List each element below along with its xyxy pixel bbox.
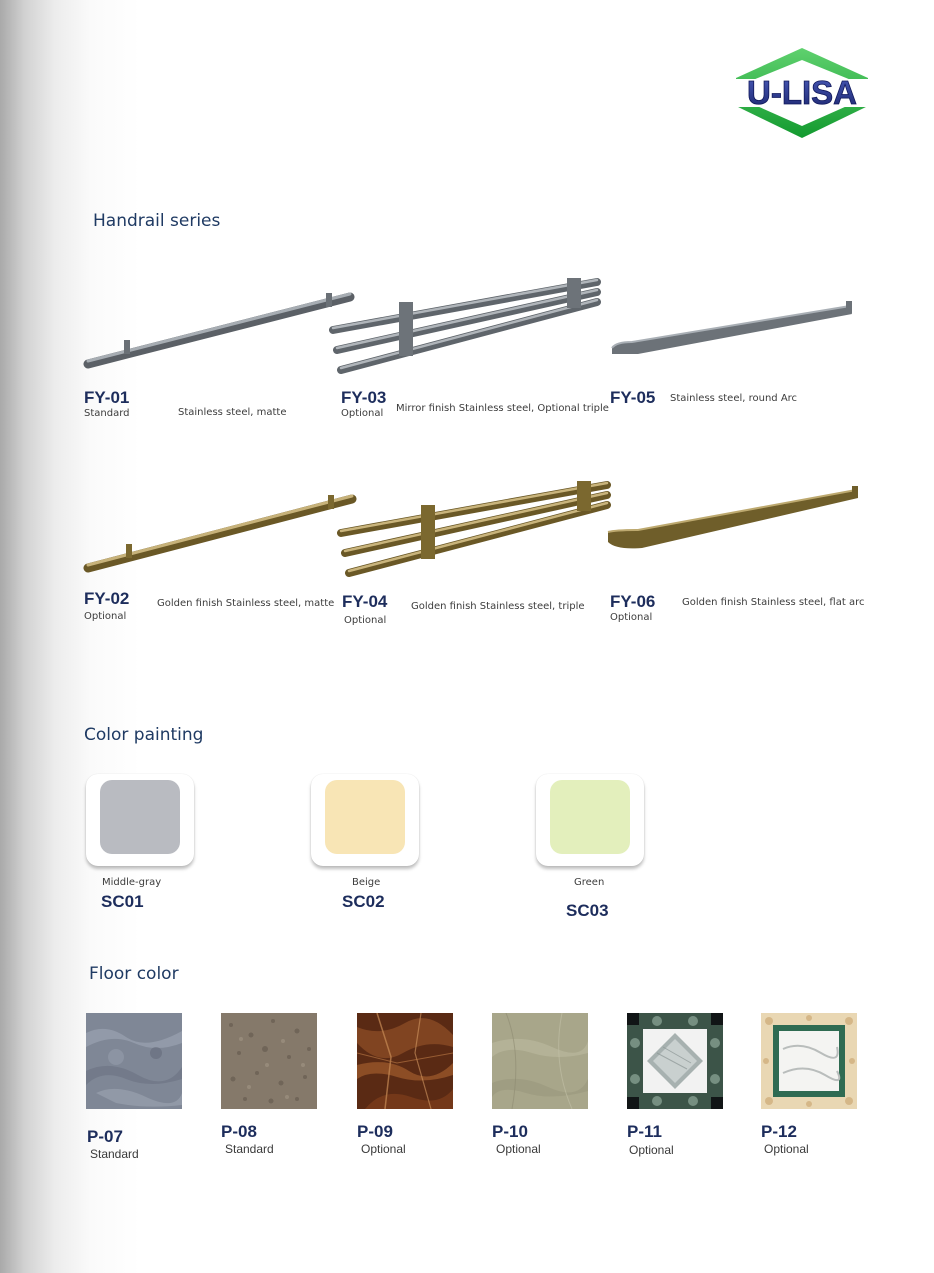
- p12-tag: Optional: [764, 1142, 809, 1156]
- fy05-desc: Stainless steel, round Arc: [670, 393, 798, 404]
- p11-tag: Optional: [629, 1143, 674, 1157]
- sc01-code: SC01: [101, 892, 144, 911]
- fy04-tag: Optional: [344, 615, 387, 626]
- fy06-tag: Optional: [610, 612, 653, 623]
- fy06-desc: Golden finish Stainless steel, flat arc: [682, 597, 865, 608]
- fy04-desc: Golden finish Stainless steel, triple: [411, 601, 585, 612]
- brand-logo: [732, 46, 872, 140]
- handrail-section-title: Handrail series: [93, 211, 221, 231]
- sc03-name: Green: [574, 877, 605, 888]
- p08-code: P-08: [221, 1122, 257, 1141]
- fy05-rail-image: [604, 296, 862, 368]
- floor-tile-p09[interactable]: [357, 1013, 453, 1109]
- p10-code: P-10: [492, 1122, 528, 1141]
- p07-code: P-07: [87, 1127, 123, 1146]
- sc03-code: SC03: [566, 901, 609, 920]
- swatch-card-sc02[interactable]: [311, 774, 419, 866]
- fy03-code: FY-03: [341, 388, 387, 407]
- painting-section-title: Color painting: [84, 725, 204, 745]
- p09-tag: Optional: [361, 1142, 406, 1156]
- floor-tile-p07[interactable]: [86, 1013, 182, 1109]
- floor-tile-p10[interactable]: [492, 1013, 588, 1109]
- fy06-rail-image: [602, 482, 866, 556]
- sc02-code: SC02: [342, 892, 385, 911]
- fy01-desc: Stainless steel, matte: [178, 407, 287, 418]
- fy01-rail-image: [80, 288, 360, 378]
- fy02-desc: Golden finish Stainless steel, matte: [157, 598, 335, 609]
- swatch-color-sc02: [325, 780, 405, 854]
- fy01-code: FY-01: [84, 388, 130, 407]
- sc01-name: Middle-gray: [102, 877, 162, 888]
- sc02-name: Beige: [352, 877, 381, 888]
- fy04-code: FY-04: [342, 592, 388, 611]
- p08-tag: Standard: [225, 1142, 274, 1156]
- p11-code: P-11: [627, 1122, 662, 1141]
- swatch-color-sc03: [550, 780, 630, 854]
- fy05-code: FY-05: [610, 388, 656, 407]
- fy03-tag: Optional: [341, 408, 384, 419]
- fy03-desc: Mirror finish Stainless steel, Optional triple: [396, 403, 609, 414]
- fy02-tag: Optional: [84, 611, 127, 622]
- fy02-rail-image: [80, 490, 362, 580]
- swatch-color-sc01: [100, 780, 180, 854]
- floor-tile-p11[interactable]: [627, 1013, 723, 1109]
- p10-tag: Optional: [496, 1142, 541, 1156]
- logo-wordmark: U-LISA: [747, 74, 857, 111]
- floor-section-title: Floor color: [89, 964, 179, 984]
- fy03-rail-image: [325, 272, 610, 384]
- floor-tile-p08[interactable]: [221, 1013, 317, 1109]
- floor-tile-p12[interactable]: [761, 1013, 857, 1109]
- p07-tag: Standard: [90, 1147, 139, 1161]
- swatch-card-sc01[interactable]: [86, 774, 194, 866]
- fy04-rail-image: [333, 475, 618, 587]
- fy02-code: FY-02: [84, 589, 130, 608]
- fy06-code: FY-06: [610, 592, 656, 611]
- swatch-card-sc03[interactable]: [536, 774, 644, 866]
- p09-code: P-09: [357, 1122, 393, 1141]
- fy01-tag: Standard: [84, 408, 130, 419]
- p12-code: P-12: [761, 1122, 797, 1141]
